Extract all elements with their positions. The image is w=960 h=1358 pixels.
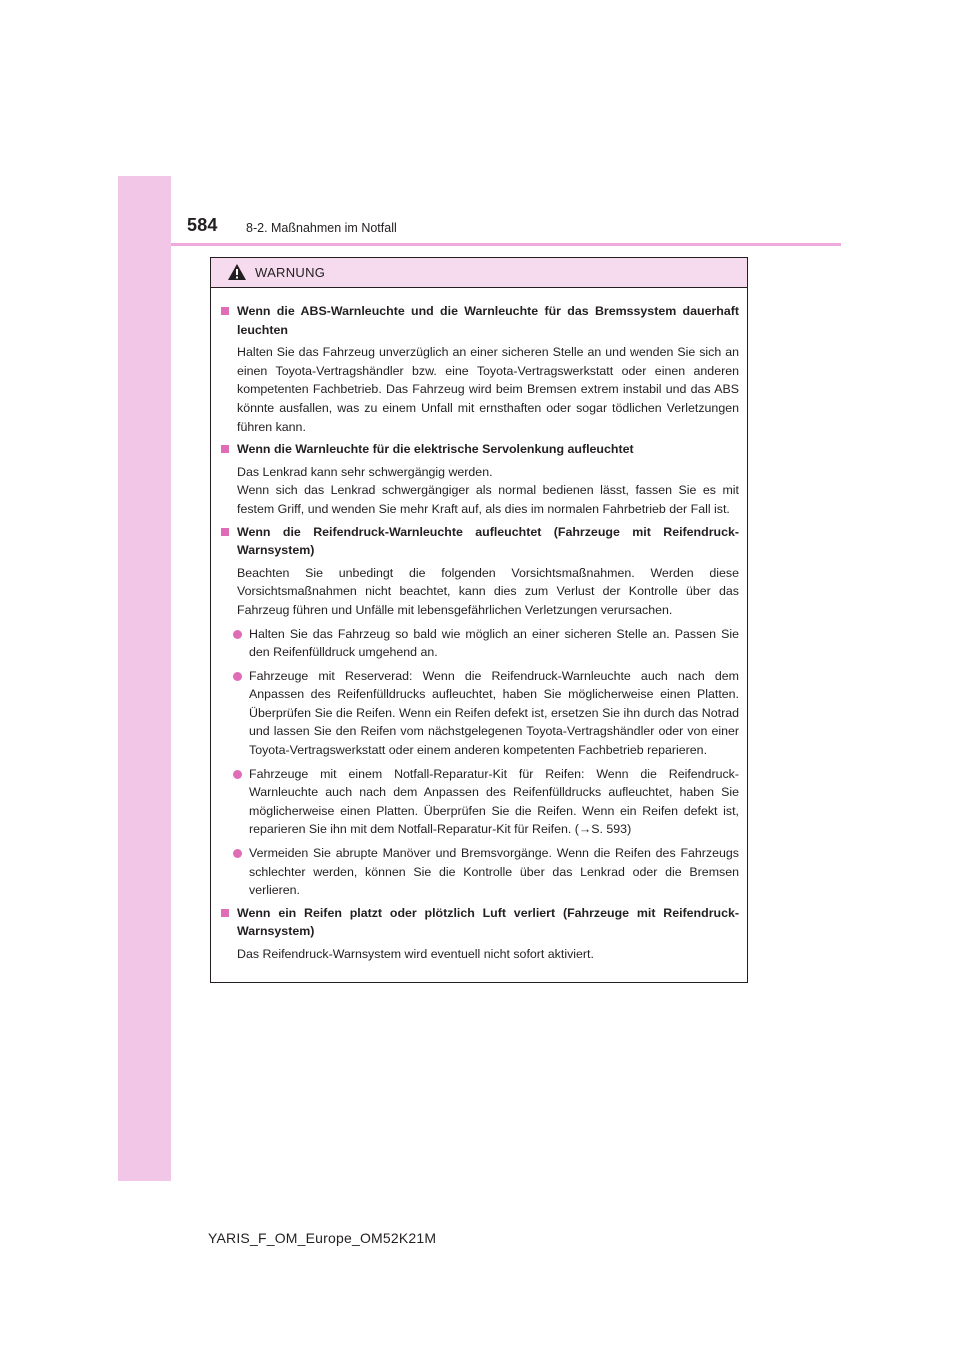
item-heading: Wenn ein Reifen platzt oder plötzlich Luft verliert (Fahrzeuge mit Reifendruck-Warnsystem) [219,904,739,941]
item-heading: Wenn die Reifendruck-Warnleuchte aufleuchtet (Fahrzeuge mit Reifendruck-Warnsystem) [219,523,739,560]
list-item: Halten Sie das Fahrzeug so bald wie möglich an einer sicheren Stelle an. Passen Sie den Reifenfülldruck umgehend an. [219,625,739,662]
document-id: YARIS_F_OM_Europe_OM52K21M [208,1230,437,1246]
paragraph: Beachten Sie unbedingt die folgenden Vorsichtsmaßnahmen. Werden diese Vorsichtsmaßnahmen nicht beachtet, kann dies zum Verlust der Kontrolle über das Fahrzeug führen und Unfälle mit lebensgefährlichen Verletzungen verursachen. [237,565,739,617]
list-item: Fahrzeuge mit einem Notfall-Reparatur-Kit für Reifen: Wenn die Reifendruck-Warnleuchte auch nach dem Anpassen des Reifenfülldrucks aufleuchtet, haben Sie möglicherweise einen Platten. Überprüfen Sie die Reifen. Wenn ein Reifen defekt ist, reparieren Sie ihn mit dem Notfall-Reparatur-Kit für Reifen. (→S. 593) [219,765,739,839]
round-bullet-icon [233,672,242,681]
round-bullet-icon [233,849,242,858]
header-divider [171,243,841,246]
page-number: 584 [187,215,218,235]
warning-body [211,288,747,964]
paragraph: Das Lenkrad kann sehr schwergängig werden. [237,464,493,479]
square-bullet-icon [221,307,229,315]
list-item: Fahrzeuge mit Reserverad: Wenn die Reifendruck-Warnleuchte auch nach dem Anpassen des Reifenfülldrucks aufleuchtet, haben Sie möglicherweise einen Platten. Überprüfen Sie die Reifen. Wenn ein Reifen defekt ist, ersetzen Sie ihn durch das Notrad und lassen Sie den Reifen vom nächstgelegenen Toyota-Vertragshändler oder von einer Toyota-Vertragswerkstatt oder einem anderen kompetenten Fachbetrieb reparieren. [219,667,739,760]
paragraph: Halten Sie das Fahrzeug unverzüglich an einer sicheren Stelle an und wenden Sie sich an einen Toyota-Vertragshändler bzw. eine Toyota-Vertragswerkstatt oder einen anderen kompetenten Fachbetrieb. Das Fahrzeug wird beim Bremsen extrem instabil und das ABS könnte ausfallen, was zu einem Unfall mit ernsthaften oder sogar tödlichen Verletzungen führen kann. [237,345,739,434]
round-bullet-icon [233,770,242,779]
square-bullet-icon [221,909,229,917]
warning-box [210,257,748,983]
warning-header [211,258,747,288]
square-bullet-icon [221,528,229,536]
round-bullet-icon [233,630,242,639]
paragraph: Das Reifendruck-Warnsystem wird eventuell nicht sofort aktiviert. [237,947,594,961]
item-heading: Wenn die Warnleuchte für die elektrische Servolenkung aufleuchtet [219,440,739,459]
list-item: Vermeiden Sie abrupte Manöver und Bremsvorgänge. Wenn die Reifen des Fahrzeugs schlechter werden, können Sie die Kontrolle über das Lenkrad oder die Bremsen verlieren. [219,844,739,900]
section-title: 8-2. Maßnahmen im Notfall [246,221,397,235]
paragraph: Wenn sich das Lenkrad schwergängiger als normal bedienen lässt, fassen Sie es mit festem Griff, und wenden Sie mehr Kraft auf, als dies im normalen Fahrbetrieb der Fall ist. [237,483,739,516]
side-tab-band [118,176,171,1181]
warning-triangle-icon [227,263,247,281]
warning-title: WARNUNG [255,265,326,280]
item-heading: Wenn die ABS-Warnleuchte und die Warnleuchte für das Bremssystem dauerhaft leuchten [219,302,739,339]
square-bullet-icon [221,445,229,453]
